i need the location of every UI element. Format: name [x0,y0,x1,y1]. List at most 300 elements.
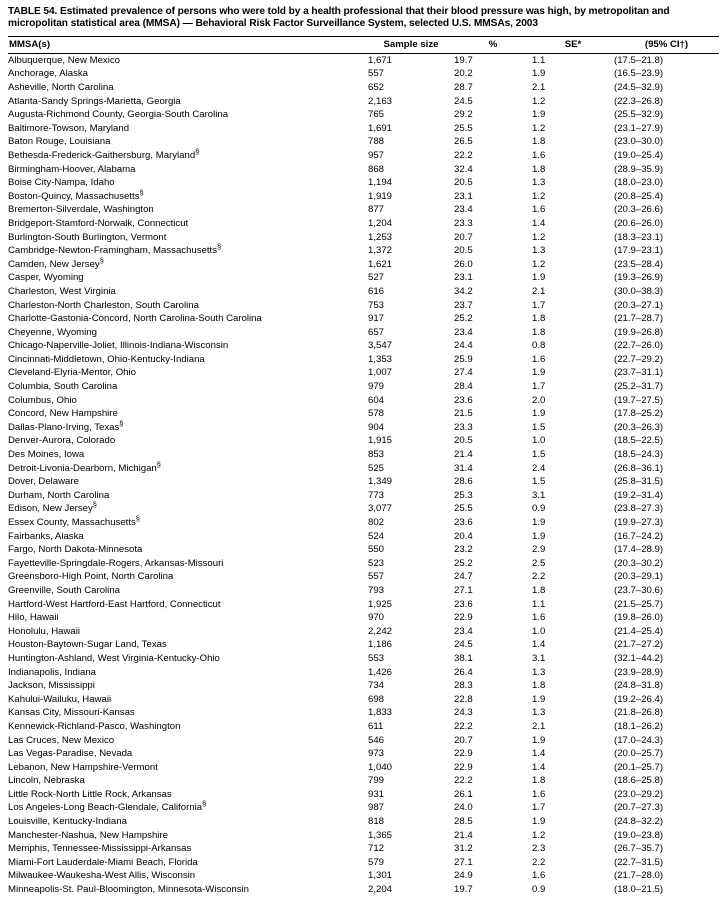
cell-percent: 25.9 [454,353,473,365]
cell-percent: 24.7 [454,571,473,583]
cell-sample-size: 904 [368,421,385,433]
cell-sample-size: 788 [368,136,385,148]
cell-mmsa-name: Honolulu, Hawaii [8,625,80,637]
table-row [8,53,719,67]
cell-se: 1.9 [532,530,546,542]
table-row [8,95,719,109]
cell-sample-size: 2,204 [368,884,393,896]
cell-ci: (20.3–30.2) [614,557,664,569]
cell-sample-size: 1,671 [368,54,393,66]
cell-ci: (17.9–23.1) [614,245,664,257]
cell-mmsa-name: Cleveland-Elyria-Mentor, Ohio [8,367,136,379]
cell-mmsa-name: Essex County, Massachusetts§ [8,513,140,528]
table-row [8,407,719,421]
cell-ci: (23.7–30.6) [614,584,664,596]
table-row [8,339,719,353]
cell-se: 1.8 [532,163,546,175]
cell-se: 0.8 [532,340,546,352]
cell-percent: 25.5 [454,122,473,134]
cell-percent: 22.2 [454,720,473,732]
cell-ci: (21.4–25.4) [614,625,664,637]
cell-se: 1.2 [532,231,546,243]
cell-mmsa-name: Louisville, Kentucky-Indiana [8,816,127,828]
cell-mmsa-name: Birmingham-Hoover, Alabama [8,163,136,175]
cell-sample-size: 1,204 [368,217,393,229]
cell-percent: 28.4 [454,381,473,393]
cell-ci: (21.7–27.2) [614,639,664,651]
cell-mmsa-name: Baton Rouge, Louisiana [8,136,111,148]
cell-se: 1.6 [532,204,546,216]
cell-percent: 21.4 [454,449,473,461]
cell-se: 1.0 [532,435,546,447]
table-row [8,244,719,258]
cell-mmsa-name: Milwaukee-Waukesha-West Allis, Wisconsin [8,870,196,882]
cell-percent: 31.4 [454,462,473,474]
cell-mmsa-name: Kahului-Wailuku, Hawaii [8,693,112,705]
cell-percent: 27.1 [454,856,473,868]
cell-ci: (24.5–32.9) [614,82,664,93]
cell-mmsa-name: Denver-Aurora, Colorado [8,435,116,447]
cell-ci: (24.8–31.8) [614,680,664,692]
cell-percent: 20.7 [454,734,473,746]
table-row [8,176,719,190]
cell-se: 3.1 [532,489,546,501]
cell-ci: (20.3–26.6) [614,204,664,216]
cell-mmsa-name: Casper, Wyoming [8,272,84,284]
cell-sample-size: 957 [368,149,385,161]
cell-sample-size: 979 [368,381,385,393]
cell-mmsa-name: Lincoln, Nebraska [8,775,85,787]
table-row [8,108,719,122]
cell-ci: (28.9–35.9) [614,163,664,175]
cell-se: 1.8 [532,775,546,787]
cell-ci: (18.5–22.5) [614,435,664,447]
cell-sample-size: 1,833 [368,707,393,719]
cell-mmsa-name: Indianapolis, Indiana [8,666,97,678]
cell-se: 2.5 [532,557,546,569]
cell-ci: (26.7–35.7) [614,843,664,855]
cell-ci: (21.7–28.0) [614,870,664,882]
cell-sample-size: 3,547 [368,340,393,352]
cell-ci: (18.5–24.3) [614,449,664,461]
cell-sample-size: 2,242 [368,625,393,637]
table-row [8,638,719,652]
cell-se: 3.1 [532,652,546,664]
cell-sample-size: 1,301 [368,870,393,882]
cell-se: 1.1 [532,54,546,66]
cell-percent: 20.7 [454,231,473,243]
cell-percent: 23.7 [454,299,473,311]
table-row [8,489,719,503]
table-row [8,869,719,883]
table-row [8,434,719,448]
cell-sample-size: 604 [368,394,385,406]
cell-mmsa-name: Des Moines, Iowa [8,449,85,461]
cell-percent: 23.4 [454,625,473,637]
cell-percent: 27.1 [454,584,473,596]
table-row [8,856,719,870]
cell-percent: 21.5 [454,408,473,420]
cell-percent: 23.6 [454,517,473,528]
table-title: TABLE 54. Estimated prevalence of persons who were told by a health professional that their blood pressure was high, by metropolitan and micropolitan statistical area (MMSA) — Behavioral Risk Factor Surveillance System, selected U.S. MMSAs, 2003 [8,6,670,30]
cell-sample-size: 578 [368,408,385,420]
cell-se: 1.1 [532,598,546,610]
cell-percent: 32.4 [454,163,473,175]
cell-ci: (23.1–27.9) [614,122,664,134]
cell-percent: 27.4 [454,367,473,379]
cell-ci: (21.7–28.7) [614,313,664,325]
cell-sample-size: 523 [368,557,385,569]
cell-mmsa-name: Little Rock-North Little Rock, Arkansas [8,788,172,800]
footnote-marker: § [99,255,104,265]
cell-ci: (23.8–27.3) [614,503,664,515]
cell-ci: (25.2–31.7) [614,381,664,393]
table-row [8,788,719,802]
cell-sample-size: 1,919 [368,190,393,202]
table-row [8,380,719,394]
cell-mmsa-name: Cambridge-Newton-Framingham, Massachusetts§ [8,241,222,257]
table-row [8,625,719,639]
table-row [8,163,719,177]
cell-se: 2.9 [532,544,546,556]
cell-percent: 20.4 [454,530,473,542]
cell-se: 2.4 [532,462,546,474]
cell-sample-size: 524 [368,530,385,542]
cell-mmsa-name: Miami-Fort Lauderdale-Miami Beach, Florida [8,856,198,868]
cell-se: 1.2 [532,95,546,107]
cell-sample-size: 853 [368,449,385,461]
cell-percent: 23.6 [454,394,473,406]
cell-ci: (18.6–25.8) [614,775,664,787]
cell-percent: 26.1 [454,788,473,800]
table-row [8,774,719,788]
cell-percent: 20.5 [454,177,473,189]
cell-ci: (32.1–44.2) [614,652,664,664]
cell-percent: 25.2 [454,313,473,325]
cell-mmsa-name: Asheville, North Carolina [8,82,114,93]
cell-se: 1.6 [532,788,546,800]
cell-se: 2.1 [532,285,546,297]
cell-se: 0.9 [532,503,546,515]
cell-se: 1.9 [532,517,546,528]
cell-ci: (20.3–27.1) [614,299,664,311]
cell-sample-size: 868 [368,163,385,175]
cell-mmsa-name: Las Cruces, New Mexico [8,734,115,746]
cell-ci: (18.1–26.2) [614,720,664,732]
table-row [8,530,719,544]
table-row [8,135,719,149]
cell-se: 1.4 [532,217,546,229]
cell-ci: (17.0–24.3) [614,734,664,746]
cell-mmsa-name: Cheyenne, Wyoming [8,326,97,338]
cell-ci: (22.7–29.2) [614,353,664,365]
cell-mmsa-name: Kansas City, Missouri-Kansas [8,707,135,719]
cell-sample-size: 579 [368,856,385,868]
table-row [8,829,719,843]
cell-se: 1.9 [532,272,546,284]
cell-ci: (21.5–25.7) [614,598,664,610]
cell-se: 1.0 [532,625,546,637]
table-row [8,217,719,231]
cell-ci: (17.5–21.8) [614,54,664,66]
footnote-marker: § [135,513,140,523]
cell-mmsa-name: Hilo, Hawaii [8,612,59,624]
cell-ci: (17.4–28.9) [614,544,664,556]
cell-percent: 31.2 [454,843,473,855]
table-row [8,462,719,476]
cell-sample-size: 765 [368,109,385,121]
table-row [8,557,719,571]
cell-se: 1.4 [532,748,546,760]
cell-se: 2.3 [532,843,546,855]
footnote-marker: § [202,799,207,809]
table-row [8,312,719,326]
table-row [8,611,719,625]
cell-percent: 23.3 [454,217,473,229]
cell-ci: (20.1–25.7) [614,761,664,773]
cell-mmsa-name: Atlanta-Sandy Springs-Marietta, Georgia [8,95,181,107]
cell-mmsa-name: Hartford-West Hartford-East Hartford, Connecticut [8,598,221,610]
cell-se: 1.2 [532,122,546,134]
cell-percent: 23.1 [454,272,473,284]
cell-mmsa-name: Detroit-Livonia-Dearborn, Michigan§ [8,459,161,474]
cell-sample-size: 1,194 [368,177,393,189]
table-row [8,81,719,95]
cell-se: 1.9 [532,408,546,420]
cell-ci: (23.0–29.2) [614,788,664,800]
cell-percent: 22.8 [454,693,473,705]
cell-se: 1.8 [532,313,546,325]
cell-ci: (18.0–23.0) [614,177,664,189]
cell-se: 1.7 [532,381,546,393]
cell-sample-size: 1,691 [368,122,393,134]
cell-percent: 22.9 [454,761,473,773]
cell-mmsa-name: Cincinnati-Middletown, Ohio-Kentucky-Indiana [8,353,205,365]
cell-sample-size: 987 [368,802,385,814]
column-header-ci: (95% CI†) [614,36,719,53]
cell-ci: (20.3–26.3) [614,421,664,433]
cell-mmsa-name: Kennewick-Richland-Pasco, Washington [8,720,181,732]
table-row [8,448,719,462]
cell-sample-size: 973 [368,748,385,760]
cell-sample-size: 557 [368,68,385,80]
cell-se: 1.9 [532,693,546,705]
cell-se: 1.7 [532,299,546,311]
cell-mmsa-name: Las Vegas-Paradise, Nevada [8,748,133,760]
cell-mmsa-name: Lebanon, New Hampshire-Vermont [8,761,158,773]
table-row [8,366,719,380]
table-body [8,53,719,896]
cell-ci: (19.0–25.4) [614,149,664,161]
cell-percent: 24.5 [454,639,473,651]
cell-se: 1.3 [532,177,546,189]
cell-mmsa-name: Dover, Delaware [8,476,79,488]
cell-sample-size: 611 [368,720,384,732]
cell-se: 1.2 [532,190,546,202]
cell-ci: (22.3–26.8) [614,95,664,107]
cell-ci: (25.5–32.9) [614,109,664,121]
table-row [8,122,719,136]
cell-percent: 38.1 [454,652,473,664]
table-row [8,258,719,272]
footnote-marker: § [92,500,97,510]
cell-ci: (19.0–23.8) [614,829,664,841]
cell-sample-size: 802 [368,517,385,528]
cell-se: 0.9 [532,884,546,896]
cell-ci: (19.9–27.3) [614,517,664,528]
table-row [8,149,719,163]
cell-se: 1.3 [532,707,546,719]
cell-mmsa-name: Minneapolis-St. Paul-Bloomington, Minnesota-Wisconsin [8,884,250,896]
cell-ci: (18.3–23.1) [614,231,664,243]
cell-ci: (20.6–26.0) [614,217,664,229]
cell-ci: (19.7–27.5) [614,394,664,406]
cell-mmsa-name: Anchorage, Alaska [8,68,89,80]
cell-mmsa-name: Columbia, South Carolina [8,381,118,393]
cell-percent: 21.4 [454,829,473,841]
cell-se: 2.2 [532,571,546,583]
cell-ci: (22.7–26.0) [614,340,664,352]
table-row [8,720,719,734]
cell-ci: (19.2–31.4) [614,489,664,501]
cell-ci: (19.3–26.9) [614,272,664,284]
cell-se: 1.6 [532,612,546,624]
cell-sample-size: 753 [368,299,385,311]
cell-percent: 34.2 [454,285,473,297]
cell-ci: (23.0–30.0) [614,136,664,148]
cell-mmsa-name: Huntington-Ashland, West Virginia-Kentucky-Ohio [8,652,220,664]
footnote-marker: § [195,146,200,156]
cell-ci: (24.8–32.2) [614,816,664,828]
cell-se: 1.2 [532,258,546,270]
table-row [8,842,719,856]
cell-sample-size: 553 [368,652,385,664]
table-row [8,299,719,313]
cell-se: 1.6 [532,149,546,161]
cell-sample-size: 712 [368,843,385,855]
cell-sample-size: 877 [368,204,385,216]
table-row [8,203,719,217]
column-header-sample-size: Sample size [368,36,454,53]
cell-ci: (21.8–26.8) [614,707,664,719]
cell-ci: (19.2–26.4) [614,693,664,705]
cell-mmsa-name: Charlotte-Gastonia-Concord, North Carolina-South Carolina [8,313,262,325]
cell-percent: 24.3 [454,707,473,719]
cell-sample-size: 773 [368,489,385,501]
cell-ci: (23.5–28.4) [614,258,664,270]
cell-mmsa-name: Dallas-Plano-Irving, Texas§ [8,418,124,433]
cell-mmsa-name: Camden, New Jersey§ [8,255,104,270]
cell-mmsa-name: Albuquerque, New Mexico [8,54,120,66]
cell-se: 1.3 [532,666,546,678]
cell-se: 1.5 [532,421,546,433]
cell-mmsa-name: Baltimore-Towson, Maryland [8,122,130,134]
table-row [8,231,719,245]
table-row [8,190,719,204]
cell-percent: 26.5 [454,136,473,148]
cell-percent: 28.7 [454,82,473,93]
cell-ci: (16.5–23.9) [614,68,664,80]
cell-sample-size: 1,365 [368,829,393,841]
cell-se: 1.8 [532,680,546,692]
cell-se: 2.1 [532,720,546,732]
cell-se: 1.7 [532,802,546,814]
cell-se: 1.9 [532,109,546,121]
cell-sample-size: 1,353 [368,353,393,365]
footnote-marker: § [217,241,222,251]
cell-ci: (20.3–29.1) [614,571,664,583]
cell-sample-size: 793 [368,584,385,596]
cell-sample-size: 2,163 [368,95,393,107]
cell-mmsa-name: Boston-Quincy, Massachusetts§ [8,187,144,202]
cell-mmsa-name: Fairbanks, Alaska [8,530,84,542]
cell-mmsa-name: Greenville, South Carolina [8,584,120,596]
cell-percent: 29.2 [454,109,473,121]
cell-se: 2.1 [532,82,546,93]
cell-se: 1.6 [532,870,546,882]
cell-sample-size: 527 [368,272,385,284]
cell-mmsa-name: Concord, New Hampshire [8,408,118,420]
cell-sample-size: 1,925 [368,598,393,610]
cell-mmsa-name: Fayetteville-Springdale-Rogers, Arkansas-Missouri [8,557,224,569]
cell-percent: 25.5 [454,503,473,515]
cell-percent: 24.5 [454,95,473,107]
cell-ci: (17.8–25.2) [614,408,664,420]
cell-mmsa-name: Jackson, Mississippi [8,680,95,692]
table-row [8,883,719,897]
cell-percent: 19.7 [454,54,473,66]
table-row [8,761,719,775]
cell-ci: (20.0–25.7) [614,748,664,760]
table-row [8,326,719,340]
table-row [8,598,719,612]
prevalence-table [8,36,719,897]
cell-sample-size: 799 [368,775,385,787]
cell-sample-size: 1,426 [368,666,393,678]
table-row [8,706,719,720]
cell-percent: 25.3 [454,489,473,501]
cell-percent: 23.3 [454,421,473,433]
cell-se: 1.4 [532,761,546,773]
table-row [8,584,719,598]
cell-sample-size: 1,253 [368,231,393,243]
cell-mmsa-name: Edison, New Jersey§ [8,500,97,515]
cell-sample-size: 616 [368,285,385,297]
cell-se: 1.8 [532,326,546,338]
cell-ci: (19.9–26.8) [614,326,664,338]
cell-se: 2.0 [532,394,546,406]
cell-percent: 22.9 [454,748,473,760]
cell-mmsa-name: Charleston, West Virginia [8,285,116,297]
cell-percent: 23.1 [454,190,473,202]
table-header [8,36,719,53]
table-row [8,394,719,408]
footnote-marker: § [156,459,161,469]
cell-ci: (23.7–31.1) [614,367,664,379]
cell-mmsa-name: Bremerton-Silverdale, Washington [8,204,154,216]
cell-sample-size: 1,621 [368,258,393,270]
cell-percent: 20.5 [454,435,473,447]
cell-sample-size: 734 [368,680,385,692]
cell-ci: (26.8–36.1) [614,462,664,474]
cell-sample-size: 698 [368,693,385,705]
cell-percent: 26.4 [454,666,473,678]
table-row [8,679,719,693]
footnote-marker: § [139,187,144,197]
cell-se: 1.9 [532,816,546,828]
cell-percent: 25.2 [454,557,473,569]
cell-mmsa-name: Durham, North Carolina [8,489,110,501]
